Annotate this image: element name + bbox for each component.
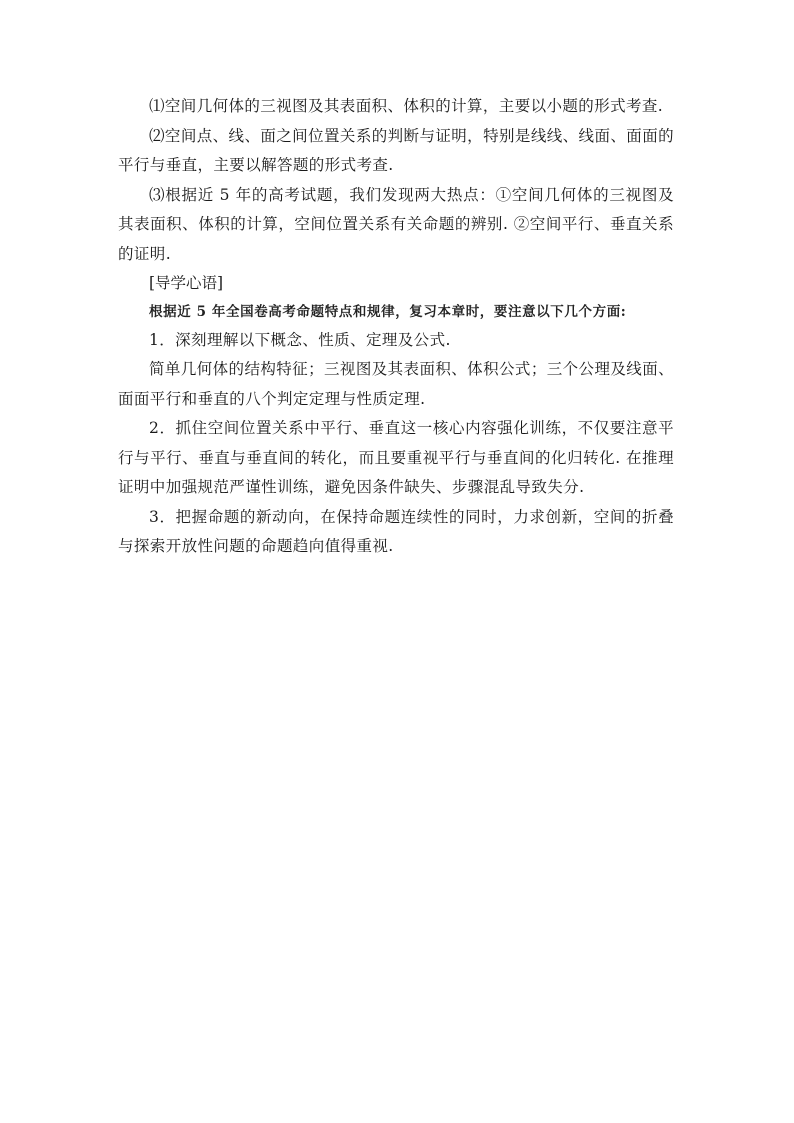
paragraph-exam-point-3: ⑶根据近 5 年的高考试题，我们发现两大热点：①空间几何体的三视图及其表面积、体积的计算，空间位置关系有关命题的辨别. ②空间平行、垂直关系的证明. <box>118 185 674 263</box>
paragraph-exam-point-2: ⑵空间点、线、面之间位置关系的判断与证明，特别是线线、线面、面面的平行与垂直，主要以解答题的形式考查. <box>118 126 674 174</box>
guide-item-1-body: 简单几何体的结构特征；三视图及其表面积、体积公式；三个公理及线面、面面平行和垂直的八个判定定理与性质定理. <box>118 360 674 408</box>
guide-item-2: 2．抓住空间位置关系中平行、垂直这一核心内容强化训练，不仅要注意平行与平行、垂直与垂直间的转化，而且要重视平行与垂直间的化归转化. 在推理证明中加强规范严谨性训练，避免因条件缺失、步骤混乱导致失分. <box>118 419 674 496</box>
document-body <box>118 92 674 562</box>
guide-heading: [导学心语] <box>149 274 224 292</box>
guide-item-1-title: 1．深刻理解以下概念、性质、定理及公式. <box>149 330 451 349</box>
guide-intro: 根据近 5 年全国卷高考命题特点和规律，复习本章时，要注意以下几个方面: <box>149 303 627 320</box>
paragraph-exam-point-1: ⑴空间几何体的三视图及其表面积、体积的计算，主要以小题的形式考查. <box>149 97 664 115</box>
guide-item-3: 3．把握命题的新动向，在保持命题连续性的同时，力求创新，空间的折叠与探索开放性问题的命题趋向值得重视. <box>118 507 674 555</box>
